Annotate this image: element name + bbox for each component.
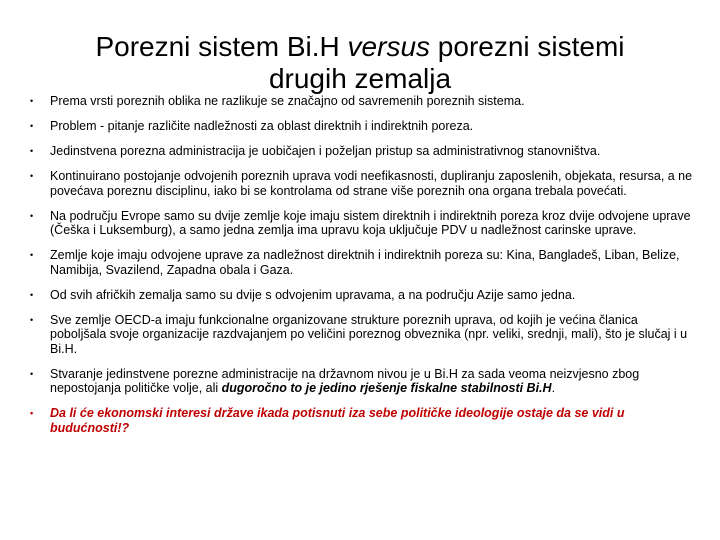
bullet-text: Stvaranje jedinstvene porezne administracije na državnom nivou je u Bi.H za sada veoma neizvjesno zbog nepostojanja političke volje, ali (50, 366, 640, 396)
bullet-icon: • (30, 145, 34, 156)
bullet-icon: • (30, 408, 34, 419)
bullet-icon: • (30, 170, 34, 181)
bullet-item (30, 313, 695, 357)
title-part-1: Porezni sistem Bi.H (95, 30, 348, 62)
bullet-item (30, 144, 695, 159)
slide-title (40, 31, 680, 95)
bullet-item (30, 367, 695, 396)
bullet-text: Jedinstvena porezna administracija je uobičajen i poželjan pristup sa administrativnog stanovništva. (50, 143, 601, 158)
bullet-item-highlight (30, 406, 695, 435)
bullet-icon: • (30, 314, 34, 325)
title-part-2: porezni sistemi (430, 30, 625, 62)
bullet-item (30, 94, 695, 109)
bullet-end: . (551, 381, 556, 396)
bullet-list (30, 94, 695, 446)
bullet-item (30, 169, 695, 198)
bullet-icon: • (30, 289, 34, 300)
bullet-item (30, 248, 695, 277)
bullet-text: Da li će ekonomski interesi države ikada potisnuti iza sebe političke ideologije ostaje da se vidi u budućnosti!? (50, 406, 625, 436)
bullet-item (30, 119, 695, 134)
title-line-2: drugih zemalja (268, 62, 452, 94)
bullet-icon: • (30, 368, 34, 379)
bullet-text: Prema vrsti poreznih oblika ne razlikuje se značajno od savremenih poreznih sistema. (50, 94, 525, 108)
bullet-emphasis: dugoročno to je jedino rješenje fiskalne stabilnosti Bi.H (221, 381, 552, 396)
title-line-1 (40, 31, 680, 63)
bullet-icon: • (30, 210, 34, 221)
bullet-icon: • (30, 250, 34, 261)
bullet-text: Na području Evrope samo su dvije zemlje koje imaju sistem direktnih i indirektnih poreza kroz dvije odvojene uprave (Češka i Luksemburg), a samo jedna zemlja ima upravu koja uključuje PDV u nadležnost carinske uprave. (50, 208, 691, 238)
bullet-text: Zemlje koje imaju odvojene uprave za nadležnost direktnih i indirektnih poreza su: Kina, Bangladeš, Liban, Belize, Namibija, Svazilend, Zapadna obala i Gaza. (50, 248, 680, 277)
bullet-text: Od svih afričkih zemalja samo su dvije s odvojenim upravama, a na području Azije samo jedna. (50, 287, 576, 302)
title-italic-word: versus (347, 30, 431, 62)
bullet-text: Sve zemlje OECD-a imaju funkcionalne organizovane strukture poreznih uprava, od kojih je većina članica poboljšala svoje organizacije razdvajanjem po veličini poreznog obveznika (npr. veliki, srednji, mali), što je slučaj i u Bi.H. (50, 312, 688, 356)
bullet-text: Problem - pitanje različite nadležnosti za oblast direktnih i indirektnih poreza. (50, 118, 474, 133)
bullet-icon: • (30, 120, 34, 131)
bullet-text: Kontinuirano postojanje odvojenih poreznih uprava vodi neefikasnosti, dupliranju zaposlenih, objekata, resursa, a ne povećava poreznu disciplinu, iako bi se kontrolama od strane više poreznih ona organa trebala povećati. (50, 168, 693, 198)
bullet-icon: • (30, 96, 34, 106)
bullet-item (30, 209, 695, 238)
bullet-item (30, 288, 695, 303)
